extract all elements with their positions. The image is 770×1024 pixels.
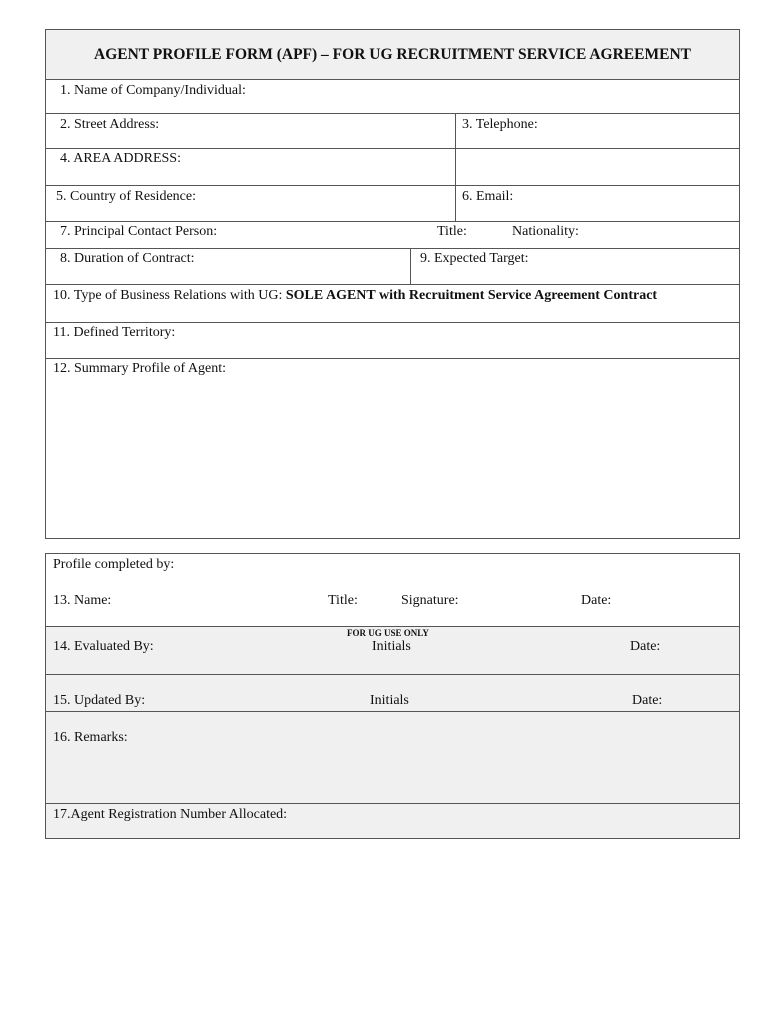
field-business-relations-row bbox=[46, 285, 739, 323]
evaluated-by-row bbox=[46, 627, 739, 675]
field-registration-number-label: 17.Agent Registration Number Allocated: bbox=[53, 807, 288, 822]
field-company-name-label: 1. Name of Company/Individual: bbox=[60, 83, 246, 98]
column-divider-top bbox=[455, 114, 456, 222]
field-summary-profile-area[interactable] bbox=[46, 359, 739, 538]
field-expected-target-label: 9. Expected Target: bbox=[420, 251, 529, 266]
field-defined-territory-label: 11. Defined Territory: bbox=[53, 325, 176, 340]
field-completed-title-label: Title: bbox=[328, 593, 358, 608]
field-summary-profile-label: 12. Summary Profile of Agent: bbox=[53, 361, 227, 376]
field-evaluated-by-label: 14. Evaluated By: bbox=[53, 639, 154, 654]
field-contact-title-label: Title: bbox=[437, 224, 467, 239]
field-evaluated-date-label: Date: bbox=[630, 639, 661, 654]
field-area-address-label: 4. AREA ADDRESS: bbox=[60, 151, 181, 166]
registration-number-row[interactable] bbox=[46, 804, 739, 838]
business-relations-value: SOLE AGENT with Recruitment Service Agreement Contract bbox=[285, 288, 658, 303]
field-contact-person-label: 7. Principal Contact Person: bbox=[60, 224, 218, 239]
field-duration-target-row bbox=[46, 249, 739, 285]
field-updated-date-label: Date: bbox=[632, 693, 663, 708]
field-duration-label: 8. Duration of Contract: bbox=[60, 251, 195, 266]
remarks-row[interactable] bbox=[46, 712, 739, 804]
field-email-label: 6. Email: bbox=[462, 189, 514, 204]
field-telephone-label: 3. Telephone: bbox=[462, 117, 538, 132]
field-signature-label: Signature: bbox=[401, 593, 459, 608]
field-completed-date-label: Date: bbox=[581, 593, 612, 608]
updated-by-row bbox=[46, 675, 739, 712]
field-evaluated-initials-label: Initials bbox=[372, 639, 411, 654]
field-country-label: 5. Country of Residence: bbox=[56, 189, 196, 204]
profile-completed-heading: Profile completed by: bbox=[53, 557, 175, 572]
business-relations-label-text: 10. Type of Business Relations with UG: bbox=[53, 288, 286, 303]
field-street-address-label: 2. Street Address: bbox=[60, 117, 160, 132]
field-updated-by-label: 15. Updated By: bbox=[53, 693, 146, 708]
agent-profile-form bbox=[45, 29, 740, 539]
field-area-address-row bbox=[46, 149, 739, 186]
form-title: AGENT PROFILE FORM (APF) – FOR UG RECRUITMENT SERVICE AGREEMENT bbox=[94, 46, 691, 63]
ug-use-only-label: FOR UG USE ONLY bbox=[347, 628, 429, 638]
field-name-label: 13. Name: bbox=[53, 593, 112, 608]
field-defined-territory-row bbox=[46, 323, 739, 359]
field-nationality-label: Nationality: bbox=[512, 224, 579, 239]
field-contact-person-row bbox=[46, 222, 739, 249]
profile-completed-row bbox=[46, 554, 739, 627]
column-divider-duration bbox=[410, 249, 411, 285]
field-updated-initials-label: Initials bbox=[370, 693, 409, 708]
completion-section bbox=[45, 553, 740, 839]
field-remarks-label: 16. Remarks: bbox=[53, 730, 128, 745]
field-street-telephone-row bbox=[46, 114, 739, 149]
field-business-relations-label bbox=[53, 288, 657, 304]
form-title-row bbox=[46, 30, 739, 80]
field-company-name[interactable] bbox=[46, 80, 739, 114]
field-country-email-row bbox=[46, 186, 739, 222]
